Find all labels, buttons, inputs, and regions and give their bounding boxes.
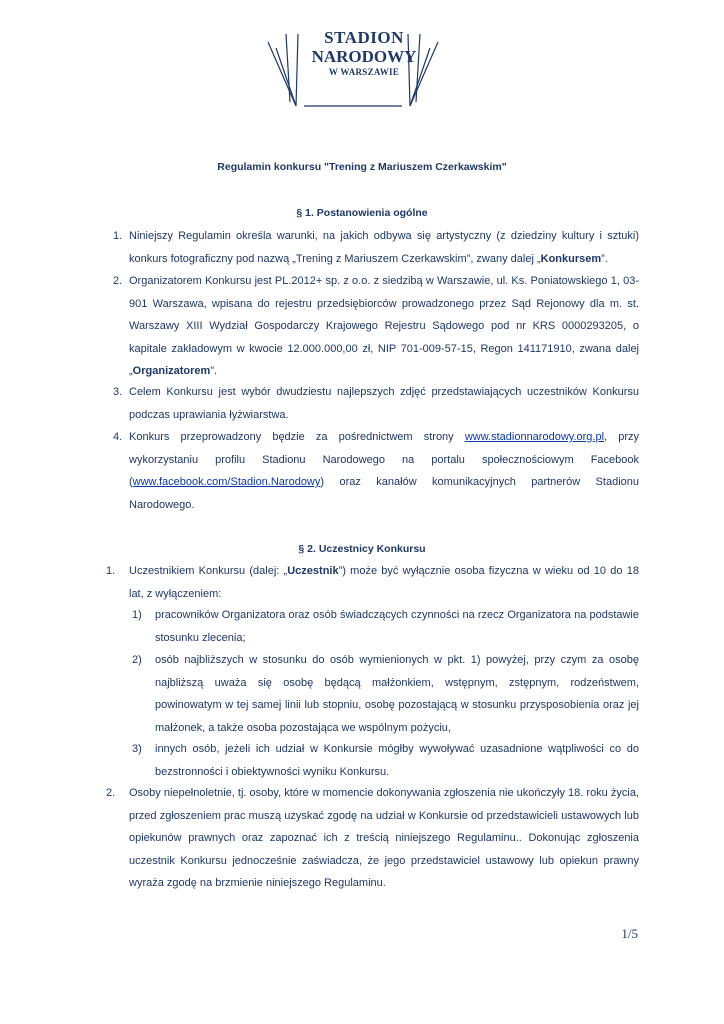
s1-item1-end: ”.: [601, 252, 608, 265]
stadion-website-link[interactable]: www.stadionnarodowy.org.pl: [464, 431, 605, 443]
stadion-logo: [258, 28, 448, 110]
s2-item1-bold: Uczestnik: [287, 565, 339, 577]
s2-sub3: innych osób, jeżeli ich udział w Konkursie mógłby wywoływać uzasadnione wątpliwości co do bezstronności i obiektywności wyniku Konkursu.: [155, 743, 639, 778]
s1-item2-number: 2.: [113, 275, 123, 287]
s2-sub2: osób najbliższych w stosunku do osób wymienionych w pkt. 1) powyżej, przy czym za osobę najbliższą uważa się osobę będącą małżonkiem, wstępnym, zstępnym, rodzeństwem, powinowatym w tej samej linii lub stopniu, osobę pozostającą w stosunku przysposobienia oraz jej małżonek, a także osoba pozostająca we wspólnym pożyciu,: [155, 654, 639, 734]
s2-sub1: pracowników Organizatora oraz osób świadczących czynności na rzecz Organizatora na podstawie stosunku zlecenia;: [155, 609, 639, 644]
s1-item2: [129, 270, 639, 383]
s1-item1-number: 1.: [113, 230, 123, 242]
s1-item2-bold: Organizatorem: [132, 365, 211, 377]
logo-line1: STADION: [324, 28, 404, 47]
s1-item2-text: Organizatorem Konkursu jest PL.2012+ sp. z o.o. z siedzibą w Warszawie, ul. Ks. Poniatowskiego 1, 03-901 Warszawa, wpisana do rejestru przedsiębiorców prowadzonego przez Sąd Rejonowy dla m. st. Warszawy XIII Wydział Gospodarczy Krajowego Rejestru Sądowego pod nr KRS 0000293205, o kapitale zakładowym w kwocie 12.000.000,00 zł, NIP 701-009-57-15, Regon 141171910, zwana dalej „: [129, 275, 639, 377]
s2-item1-number: 1.: [106, 565, 116, 577]
s1-item4-number: 4.: [113, 431, 123, 443]
s2-sub3-number: 3): [132, 743, 142, 755]
s1-item4: [129, 426, 639, 516]
section2-heading: § 2. Uczestnicy Konkursu: [298, 543, 426, 555]
s2-sub1-number: 1): [132, 609, 142, 621]
s1-item1: [129, 225, 639, 270]
s2-sub2-number: 2): [132, 654, 142, 666]
s2-item1-text: Uczestnikiem Konkursu (dalej: „: [129, 565, 288, 577]
s2-item2-number: 2.: [106, 787, 116, 799]
s1-item1-text: Niniejszy Regulamin określa warunki, na jakich odbywa się artystyczny (z dziedziny kultury i sztuki) konkurs fotograficzny pod nazwą „Trening z Mariuszem Czerkawskim”, zwany dalej „: [129, 230, 639, 265]
s1-item4-mid: , przy wykorzystaniu profilu Stadionu Narodowego na portalu społecznościowym Facebook (: [129, 431, 639, 488]
s1-item2-end: ”.: [210, 365, 218, 377]
s2-item2: Osoby niepełnoletnie, tj. osoby, które w momencie dokonywania zgłoszenia nie ukończyły 18. roku życia, przed zgłoszeniem prac muszą uzyskać zgodę na udział w Konkursie od przedstawicieli ustawowych lub opiekunów prawnych oraz zapoznać ich z treścią niniejszego Regulaminu.. Dokonując zgłoszenia uczestnik Konkursu jednocześnie zaświadcza, że jego przedstawiciel ustawowy lub opiekun prawny wyraża zgodę na brzmienie niniejszego Regulaminu.: [129, 787, 639, 889]
logo-line2: NARODOWY: [311, 47, 417, 66]
s2-item1: [129, 560, 639, 605]
s1-item3: Celem Konkursu jest wybór dwudziestu najlepszych zdjęć przedstawiających uczestników Konkursu podczas uprawiania łyżwiarstwa.: [129, 386, 639, 421]
s1-item4-text: Konkurs przeprowadzony będzie za pośrednictwem strony: [129, 431, 465, 443]
section1-heading: § 1. Postanowienia ogólne: [296, 207, 428, 219]
s2-item1-end: ”) może być wyłącznie osoba fizyczna w wieku od 10 do 18 lat, z wyłączeniem:: [129, 565, 640, 600]
facebook-link[interactable]: www.facebook.com/Stadion.Narodowy: [132, 476, 321, 488]
s1-item4-end: ) oraz kanałów komunikacyjnych partnerów Stadionu Narodowego.: [129, 476, 639, 511]
logo-line3: W WARSZAWIE: [328, 67, 400, 77]
s1-item3-number: 3.: [113, 386, 123, 398]
page-number: 1/5: [621, 926, 638, 941]
document-title: Regulamin konkursu "Trening z Mariuszem Czerkawskim": [217, 161, 507, 173]
s1-item1-bold: Konkursem: [540, 252, 602, 265]
